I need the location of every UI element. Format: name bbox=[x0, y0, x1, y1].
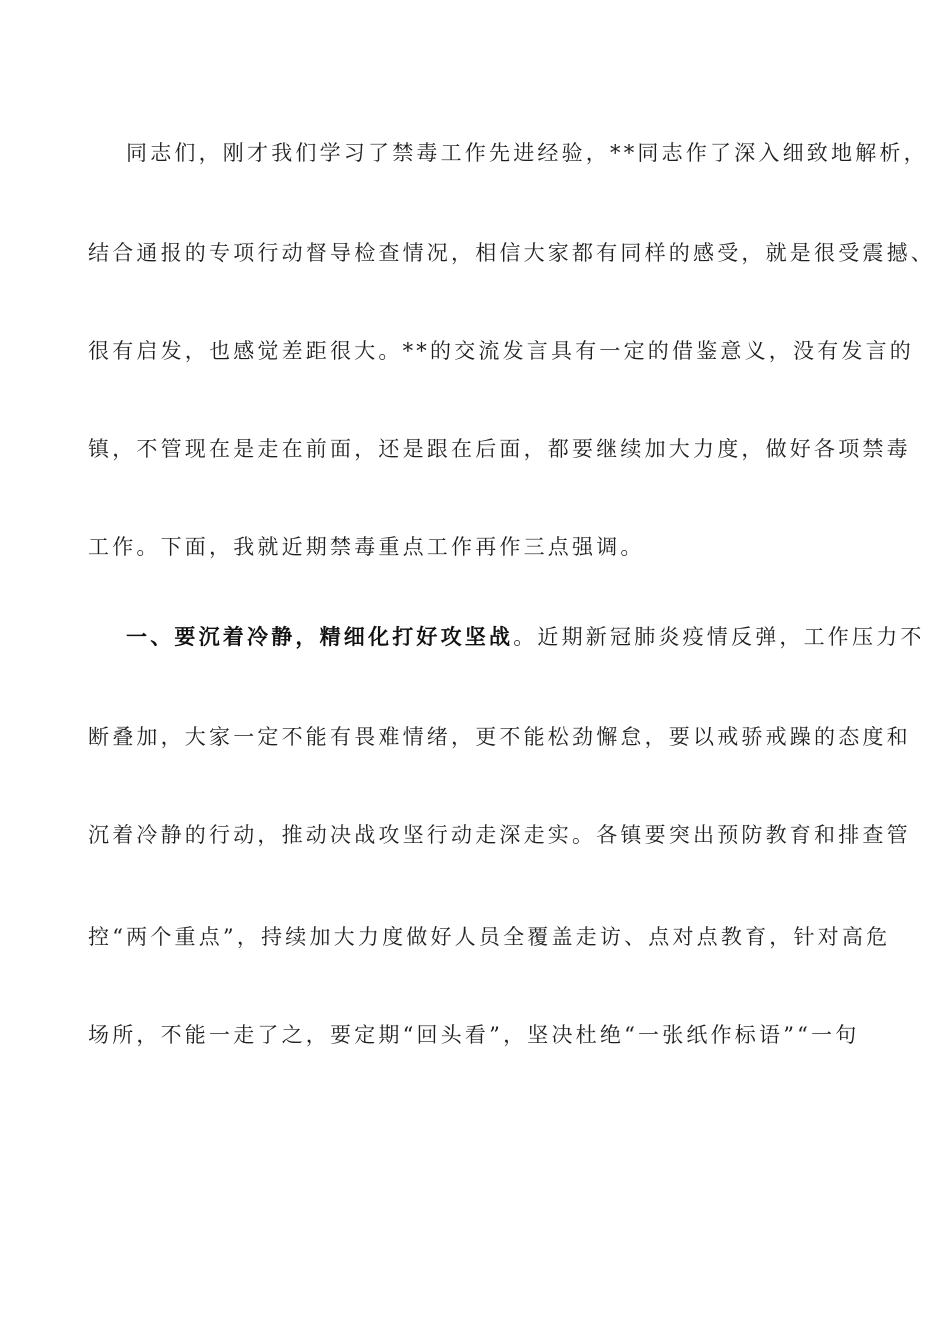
paragraph-1-line-1: 同志们，刚才我们学习了禁毒工作先进经验，**同志作了深入细致地解析， bbox=[126, 141, 928, 165]
paragraph-1-line-2: 结合通报的专项行动督导检查情况，相信大家都有同样的感受，就是很受震撼、 bbox=[88, 241, 935, 265]
paragraph-1-line-5: 工作。下面，我就近期禁毒重点工作再作三点强调。 bbox=[88, 535, 645, 559]
paragraph-2-line-4: 控“两个重点”，持续加大力度做好人员全覆盖走访、点对点教育，针对高危 bbox=[88, 925, 891, 949]
paragraph-2-line-5: 场所，不能一走了之，要定期“回头看”，坚决杜绝“一张纸作标语”“一句 bbox=[88, 1023, 860, 1047]
paragraph-2-line-1 bbox=[126, 620, 925, 654]
paragraph-1-line-4: 镇，不管现在是走在前面，还是跟在后面，都要继续加大力度，做好各项禁毒 bbox=[88, 437, 911, 461]
paragraph-2-line-3: 沉着冷静的行动，推动决战攻坚行动走深走实。各镇要突出预防教育和排查管 bbox=[88, 823, 911, 847]
paragraph-2-line-1-text: 。近期新冠肺炎疫情反弹，工作压力不 bbox=[513, 625, 925, 649]
paragraph-1-line-3: 很有启发，也感觉差距很大。**的交流发言具有一定的借鉴意义，没有发言的 bbox=[88, 339, 914, 363]
section-heading: 一、要沉着冷静，精细化打好攻坚战 bbox=[126, 624, 514, 649]
paragraph-2-line-2: 断叠加，大家一定不能有畏难情绪，更不能松劲懈怠，要以戒骄戒躁的态度和 bbox=[88, 725, 911, 749]
